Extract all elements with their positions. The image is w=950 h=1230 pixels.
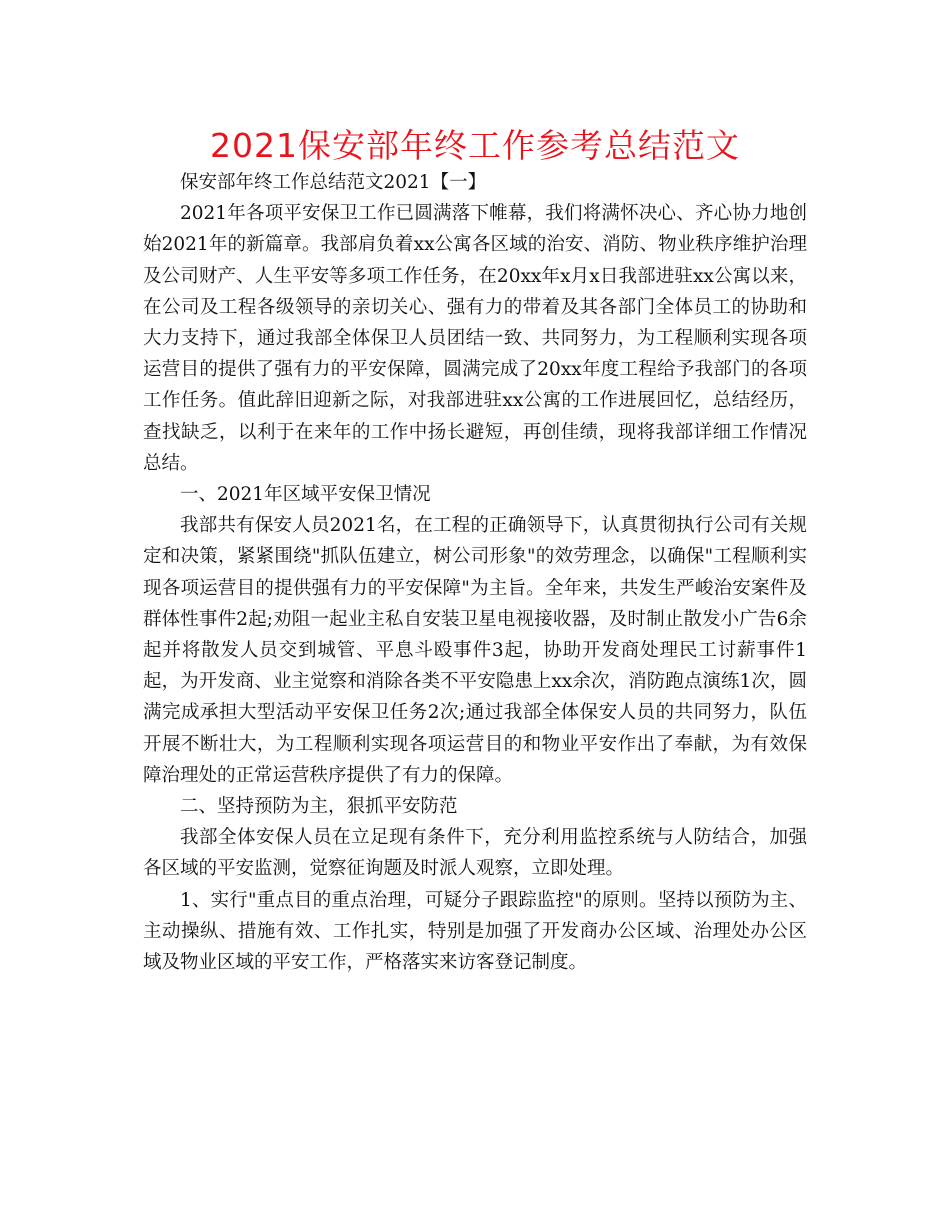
paragraph: 1、实行"重点目的重点治理，可疑分子跟踪监控"的原则。坚持以预防为主、主动操纵、措施有效、工作扎实，特别是加强了开发商办公区域、治理处办公区域及物业区域的平安工作，严格落实来访客登记制度。 [143, 889, 807, 974]
section-heading: 保安部年终工作总结范文2021【一】 [180, 172, 487, 193]
paragraph: 我部全体安保人员在立足现有条件下，充分利用监控系统与人防结合，加强各区域的平安监测，觉察征询题及时派人观察，立即处理。 [143, 827, 807, 880]
section-heading: 一、2021年区域平安保卫情况 [180, 484, 431, 506]
document-body [143, 167, 807, 978]
document-title: 2021保安部年终工作参考总结范文 [210, 126, 740, 165]
paragraph: 2021年各项平安保卫工作已圆满落下帷幕，我们将满怀决心、齐心协力地创始2021年的新篇章。我部肩负着xx公寓各区域的治安、消防、物业秩序维护治理及公司财产、人生平安等多项工作任务，在20xx年x月x日我部进驻xx公寓以来，在公司及工程各级领导的亲切关心、强有力的带着及其各部门全体员工的协助和大力支持下，通过我部全体保卫人员团结一致、共同努力，为工程顺利实现各项运营目的提供了强有力的平安保障，圆满完成了20xx年度工程给予我部门的各项工作任务。值此辞旧迎新之际，对我部进驻xx公寓的工作进展回忆，总结经历，查找缺乏，以利于在来年的工作中扬长避短，再创佳绩，现将我部详细工作情况总结。 [143, 203, 807, 474]
paragraph: 我部共有保安人员2021名，在工程的正确领导下，认真贯彻执行公司有关规定和决策，紧紧围绕"抓队伍建立，树公司形象"的效劳理念，以确保"工程顺利实现各项运营目的提供强有力的平安保障"为主旨。全年来，共发生严峻治安案件及群体性事件2起;劝阻一起业主私自安装卫星电视接收器，及时制止散发小广告6余起并将散发人员交到城管、平息斗殴事件3起，协助开发商处理民工讨薪事件1起，为开发商、业主觉察和消除各类不平安隐患上xx余次，消防跑点演练1次，圆满完成承担大型活动平安保卫任务2次;通过我部全体保安人员的共同努力，队伍开展不断壮大，为工程顺利实现各项运营目的和物业平安作出了奉献，为有效保障治理处的正常运营秩序提供了有力的保障。 [143, 515, 807, 786]
section-heading: 二、坚持预防为主，狠抓平安防范 [180, 796, 458, 818]
